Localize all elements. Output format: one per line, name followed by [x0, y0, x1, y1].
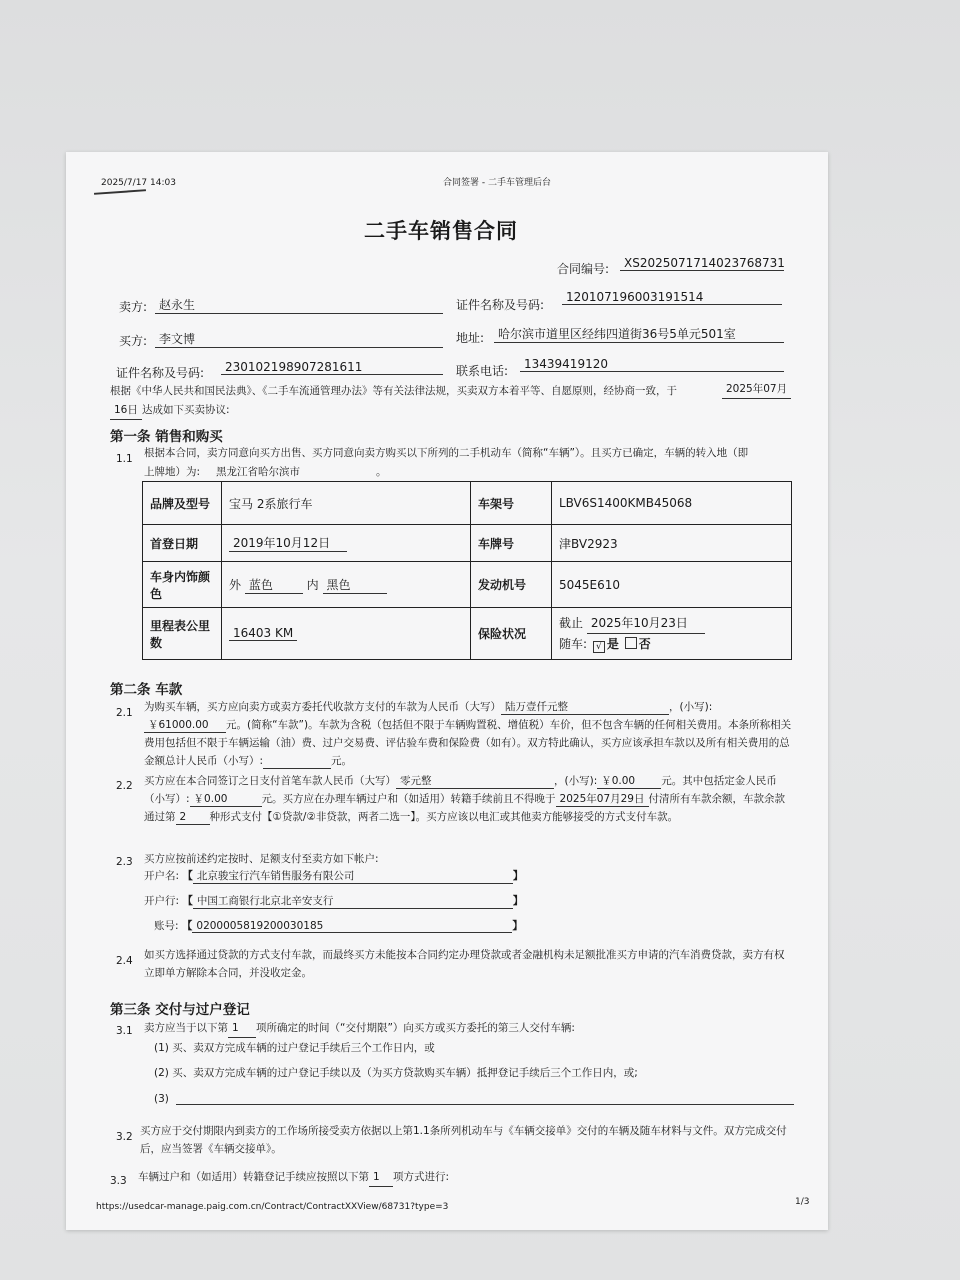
clause-3-3 — [138, 1169, 449, 1187]
insurance-no-checkbox — [625, 637, 637, 649]
clause-1-1-text2: 上牌地）为: — [144, 466, 201, 478]
inner-color-label: 内 — [306, 577, 319, 592]
phone-label: 联系电话: — [456, 364, 509, 378]
account-no: 0200005819200030185 — [192, 920, 512, 933]
clause-2-4-text: 如买方选择通过贷款的方式支付车款，而最终买方未能按本合同约定办理贷款或者金融机构未足额批准买方申请的汽车消费贷款，卖方有权立即单方解除本合同，并没收定金。 — [144, 949, 785, 979]
clause-3-3-a: 车辆过户和（如适用）转籍登记手续应按照以下第 — [138, 1171, 369, 1183]
reg-date-label: 首登日期 — [143, 525, 222, 562]
seller-id: 120107196003191514 — [562, 290, 782, 305]
clause-2-1-d: 元。 — [331, 755, 353, 767]
seller-id-label: 证件名称及号码: — [456, 298, 545, 312]
color-cell — [222, 562, 471, 608]
buyer-id-label: 证件名称及号码: — [116, 366, 205, 380]
bracket-right: 】 — [512, 870, 524, 882]
insurance-cell — [552, 608, 792, 660]
account-bank: 中国工商银行北京北辛安支行 — [193, 893, 513, 909]
engine-value: 5045E610 — [552, 562, 792, 608]
clause-1-1-text: 根据本合同，卖方同意向买方出售、买方同意向卖方购买以下所列的二手机动车（简称“车辆”）。且买方已确定，车辆的转入地（即 — [144, 447, 749, 459]
clause-1-1-num: 1.1 — [116, 453, 133, 465]
bracket-left: 【 — [182, 895, 193, 907]
total-amount-blank — [263, 754, 331, 769]
clause-2-2-c: 元。其中包括定金人民币（小写）: — [144, 775, 777, 805]
transfer-place: 黑龙江省哈尔滨市 — [212, 464, 376, 482]
account-no-label: 账号: — [154, 920, 179, 932]
color-label: 车身内饰颜色 — [143, 562, 222, 608]
account-name: 北京骏宝行汽车销售服务有限公司 — [193, 868, 513, 884]
clause-2-1 — [144, 698, 792, 770]
contract-title: 二手车销售合同 — [364, 219, 518, 243]
vin-label: 车架号 — [471, 482, 552, 525]
account-name-row — [144, 868, 523, 884]
payment-way: 2 — [176, 810, 210, 825]
buyer-phone: 13439419120 — [520, 357, 784, 372]
clause-3-1-a: 卖方应当于以下第 — [144, 1022, 228, 1034]
mileage-label: 里程表公里数 — [143, 608, 222, 660]
account-no-row — [154, 918, 523, 933]
clause-2-2-d: 元。买方应在办理车辆过户和（如适用）转籍手续前且不得晚于 — [261, 793, 556, 805]
insurance-follow-label: 随车: — [559, 637, 588, 651]
buyer-name: 李文博 — [155, 330, 443, 348]
clause-2-2-e: 付清所有车款余额，车款余款通过第 — [144, 793, 785, 823]
insurance-label: 保险状况 — [471, 608, 552, 660]
preamble-text: 根据《中华人民共和国民法典》、《二手车流通管理办法》等有关法律法规，买卖双方本着平等、自愿原则，经协商一致，于 — [110, 385, 677, 397]
outer-color-value: 蓝色 — [245, 576, 303, 594]
reg-date-cell — [222, 525, 471, 562]
insurance-yes-checkbox: √ — [593, 641, 605, 653]
print-datetime: 2025/7/17 14:03 — [101, 178, 176, 188]
preamble-date-a: 2025年07月 — [722, 381, 791, 399]
account-name-label: 开户名: — [144, 870, 180, 882]
brand-label: 品牌及型号 — [143, 482, 222, 525]
buyer-id: 230102198907281611 — [221, 360, 443, 375]
contract-no: XS2025071714023768731 — [620, 256, 784, 271]
inner-color-value: 黑色 — [323, 576, 387, 594]
footer-url: https://usedcar-manage.paig.com.cn/Contract/ContractXXView/68731?type=3 — [96, 1202, 449, 1212]
deposit-amount: ￥0.00 — [190, 792, 262, 807]
article2-heading: 第二条 车款 — [110, 682, 183, 698]
buyer-address: 哈尔滨市道里区经纬四道街36号5单元501室 — [494, 325, 784, 343]
seller-label: 卖方: — [119, 300, 148, 314]
account-bank-label: 开户行: — [144, 895, 180, 907]
clause-3-2-num: 3.2 — [116, 1131, 133, 1143]
clause-2-2-num: 2.2 — [116, 780, 133, 792]
first-pay-lower: ￥0.00 — [597, 774, 661, 789]
clause-2-1-a: 为购买车辆，买方应向卖方或卖方委托代收款方支付的车款为人民币（大写） — [144, 701, 501, 713]
preamble-date-b: 16日 — [110, 402, 142, 420]
clause-3-1-option2: (2) 买、卖双方完成车辆的过户登记手续以及（为买方贷款购买车辆）抵押登记手续后三个工作日内，或; — [154, 1067, 638, 1079]
article3-heading: 第三条 交付与过户登记 — [110, 1002, 250, 1018]
clause-2-1-b: ，(小写): — [669, 701, 713, 713]
clause-3-1 — [144, 1020, 575, 1038]
price-upper: 陆万壹仟元整 — [501, 700, 669, 715]
clause-3-1-option3-label: (3) — [154, 1093, 169, 1105]
bracket-right: 】 — [512, 895, 524, 907]
vehicle-table — [142, 481, 792, 660]
article1-heading: 第一条 销售和购买 — [110, 429, 223, 445]
footer-page-number: 1/3 — [795, 1197, 810, 1207]
clause-3-1-num: 3.1 — [116, 1025, 133, 1037]
clause-2-2-f: 种形式支付【①贷款/②非贷款，两者二选一】。买方应该以电汇或其他卖方能够接受的方式支付车款。 — [209, 811, 679, 823]
clause-2-2-a: 买方应在本合同签订之日支付首笔车款人民币（大写） — [144, 775, 396, 787]
mileage-value: 16403 KM — [229, 626, 297, 641]
transfer-choice: 1 — [369, 1169, 393, 1187]
preamble-tail: 达成如下买卖协议: — [142, 404, 230, 416]
clause-2-1-c: 元。(简称“车款”)。车款为含税（包括但不限于车辆购置税、增值税）车价，但不包含车辆的任何相关费用。本条所称相关费用包括但不限于车辆运输（油）费、过户交易费、评估验车费和保险费（如有）。双方特此确认，买方应该承担车款以及所有相关费用的总金额总计人民币（小写）: — [144, 719, 792, 767]
clause-3-3-num: 3.3 — [110, 1175, 127, 1187]
seller-name: 赵永生 — [155, 296, 443, 314]
delivery-choice: 1 — [228, 1020, 256, 1038]
clause-2-3-num: 2.3 — [116, 856, 133, 868]
vin-value: LBV6S1400KMB45068 — [552, 482, 792, 525]
clause-2-1-num: 2.1 — [116, 707, 133, 719]
clause-2-4-num: 2.4 — [116, 955, 133, 967]
outer-color-label: 外 — [229, 577, 242, 592]
insurance-until-label: 截止 — [559, 616, 584, 630]
buyer-label: 买方: — [119, 334, 148, 348]
print-page-title: 合同签署 - 二手车管理后台 — [443, 178, 551, 188]
plate-label: 车牌号 — [471, 525, 552, 562]
clause-1-1-end: 。 — [376, 466, 387, 478]
clause-2-2 — [144, 772, 792, 826]
brand-value: 宝马 2系旅行车 — [222, 482, 471, 525]
bracket-left: 【 — [181, 920, 193, 932]
mileage-cell — [222, 608, 471, 660]
plate-value: 津BV2923 — [552, 525, 792, 562]
insurance-yes-label: 是 — [606, 637, 619, 651]
clause-3-1-option3-blank — [176, 1104, 794, 1105]
address-label: 地址: — [456, 331, 485, 345]
first-pay-upper: 零元整 — [396, 774, 554, 789]
clause-3-1-b: 项所确定的时间（“交付期限”）向买方或买方委托的第三人交付车辆: — [256, 1022, 575, 1034]
account-bank-row — [144, 893, 523, 909]
clause-3-2-text: 买方应于交付期限内到卖方的工作场所接受卖方依据以上第1.1条所列机动车与《车辆交接单》交付的车辆及随车材料与文件。双方完成交付后，应当签署《车辆交接单》。 — [140, 1125, 787, 1155]
bracket-left: 【 — [182, 870, 193, 882]
clause-3-1-option1: (1) 买、卖双方完成车辆的过户登记手续后三个工作日内，或 — [154, 1042, 435, 1054]
bracket-right: 】 — [512, 920, 523, 932]
balance-deadline: 2025年07月29日 — [556, 792, 649, 807]
clause-2-3-text: 买方应按前述约定按时、足额支付至卖方如下帐户: — [144, 853, 379, 865]
clause-2-2-b: ，(小写): — [554, 775, 598, 787]
insurance-until-value: 2025年10月23日 — [587, 613, 705, 634]
engine-label: 发动机号 — [471, 562, 552, 608]
price-lower: ￥61000.00 — [144, 718, 226, 733]
contract-no-label: 合同编号: — [557, 262, 610, 276]
insurance-no-label: 否 — [638, 637, 651, 651]
reg-date-value: 2019年10月12日 — [229, 534, 347, 552]
clause-3-3-b: 项方式进行: — [393, 1171, 450, 1183]
